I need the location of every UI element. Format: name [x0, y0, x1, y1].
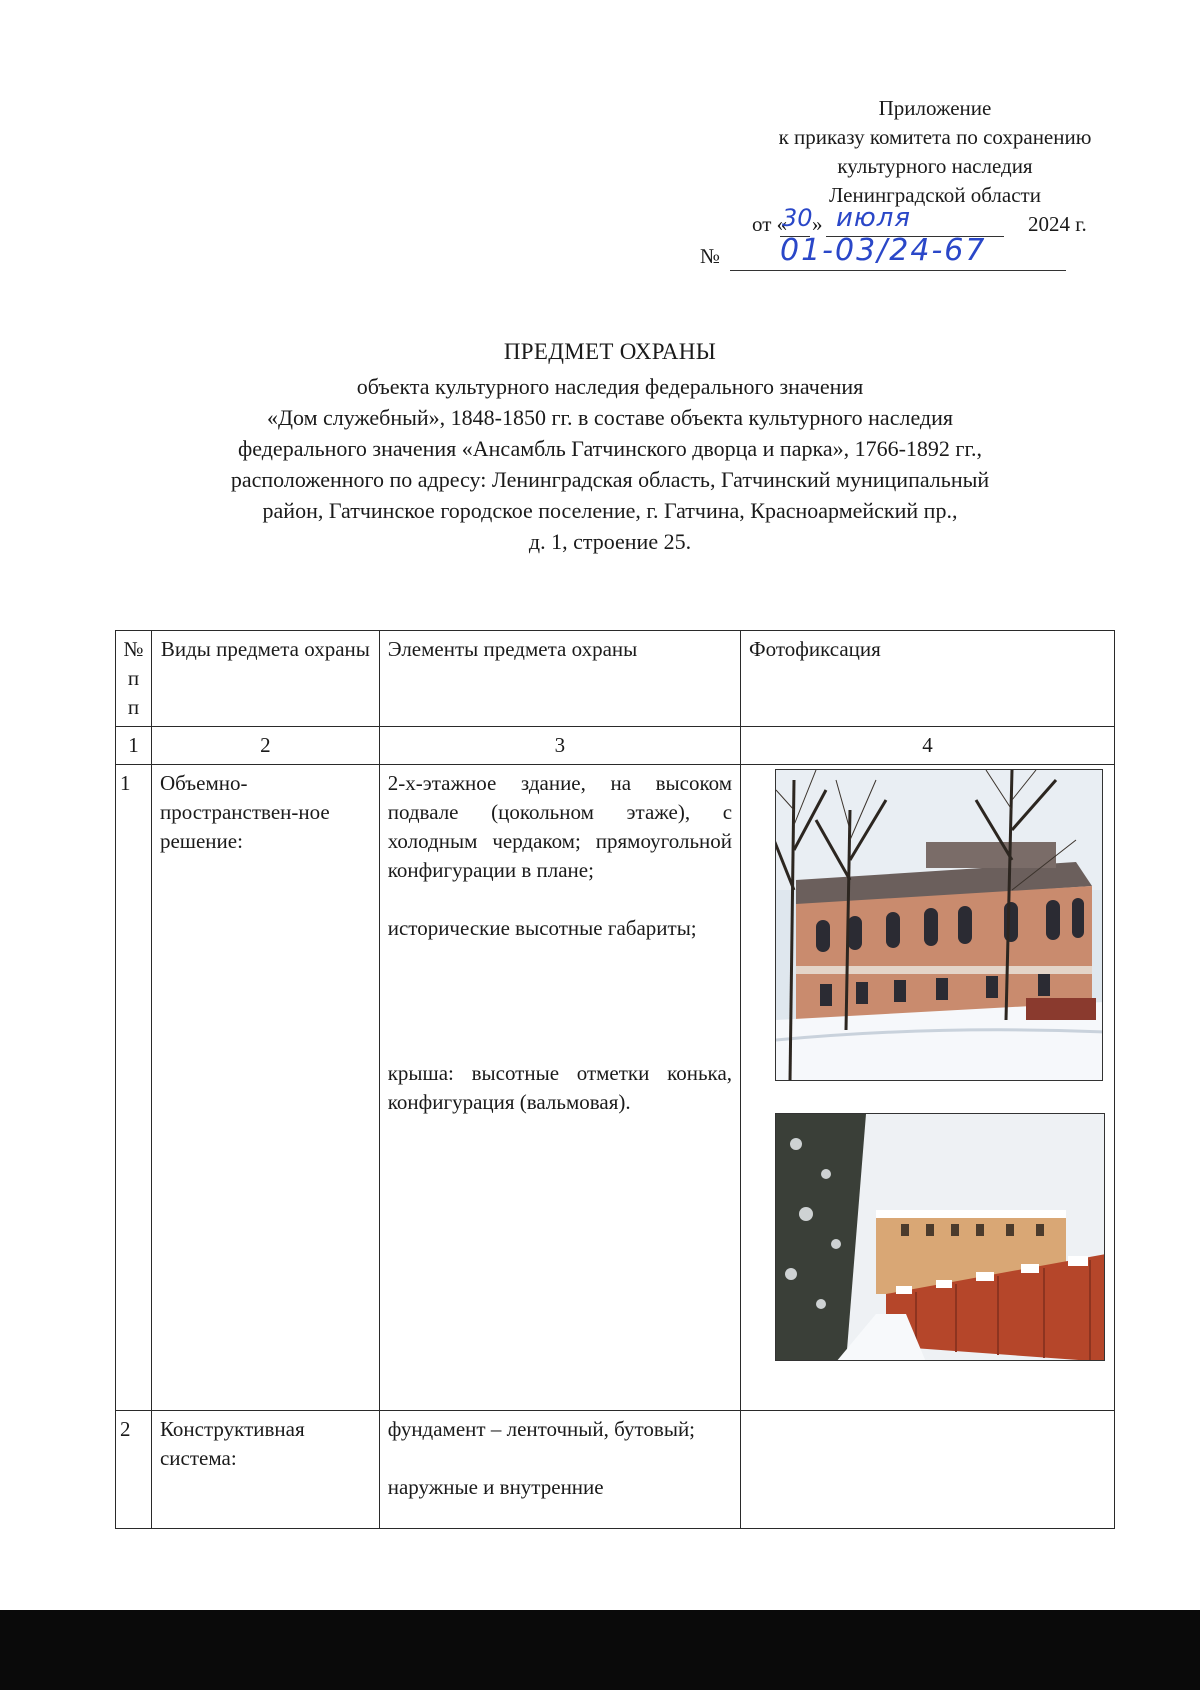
protection-table [115, 630, 1115, 1529]
number-handwritten: 01-03/24-67 [780, 233, 987, 268]
header-photo: Фотофиксация [741, 631, 1115, 727]
appendix-block [700, 94, 1170, 276]
appendix-title: Приложение [878, 96, 992, 120]
row-number: 2 [116, 1411, 152, 1529]
number-underline [730, 270, 1066, 271]
table-header-row [116, 631, 1115, 727]
element-text: крыша: высотные отметки конька, конфигурация (вальмовая). [387, 1061, 733, 1114]
header-types: Виды предмета охраны [151, 631, 379, 727]
row-number: 1 [116, 765, 152, 1411]
date-month-handwritten: июля [836, 203, 912, 233]
order-number [700, 233, 1170, 276]
row-type: Конструктивная система: [151, 1411, 379, 1529]
building-photo [775, 769, 1103, 1081]
heading-line: объекта культурного наследия федерального значения [356, 374, 864, 399]
appendix-line: к приказу комитета по сохранению [778, 125, 1092, 149]
document-heading [120, 336, 1100, 557]
header-number-p1: п [127, 666, 140, 690]
heading-title: ПРЕДМЕТ ОХРАНЫ [503, 339, 717, 364]
row-elements [379, 765, 740, 1411]
element-text: фундамент – ленточный, бутовый; [387, 1417, 696, 1441]
heading-line: расположенного по адресу: Ленинградская область, Гатчинский муниципальный [230, 467, 990, 492]
date-year: 2024 г. [1028, 212, 1087, 236]
col-number: 2 [151, 727, 379, 765]
row-photos [741, 765, 1115, 1411]
date-day-handwritten: 30 [782, 204, 813, 232]
element-text: 2-х-этажное здание, на высоком подвале (цокольном этаже), с холодным чердаком; прямоугольной конфигурации в плане; [387, 771, 733, 882]
col-number: 4 [741, 727, 1115, 765]
number-prefix: № [700, 244, 721, 268]
header-elements: Элементы предмета охраны [379, 631, 740, 727]
heading-line: «Дом служебный», 1848-1850 гг. в составе объекта культурного наследия [266, 405, 954, 430]
row-elements [379, 1411, 740, 1529]
column-number-row [116, 727, 1115, 765]
table-row [116, 1411, 1115, 1529]
appendix-line: Ленинградской области [829, 183, 1041, 207]
col-number: 1 [116, 727, 152, 765]
element-text: наружные и внутренние [387, 1475, 604, 1499]
header-number [116, 631, 152, 727]
header-number-p2: п [127, 695, 140, 719]
header-number-sign: № [123, 637, 144, 661]
table-row [116, 765, 1115, 1411]
scan-edge-bar [0, 1610, 1200, 1690]
fence-photo [775, 1113, 1105, 1361]
row-photos [741, 1411, 1115, 1529]
date-close-quote: » [812, 212, 823, 236]
date-prefix: от « [752, 212, 788, 236]
appendix-line: культурного наследия [837, 154, 1033, 178]
heading-line: федерального значения «Ансамбль Гатчинского дворца и парка», 1766-1892 гг., [238, 436, 982, 461]
heading-line: район, Гатчинское городское поселение, г. Гатчина, Красноармейский пр., [262, 498, 958, 523]
col-number: 3 [379, 727, 740, 765]
row-type: Объемно-пространствен-ное решение: [151, 765, 379, 1411]
element-text: исторические высотные габариты; [387, 916, 697, 940]
heading-line: д. 1, строение 25. [528, 529, 692, 554]
